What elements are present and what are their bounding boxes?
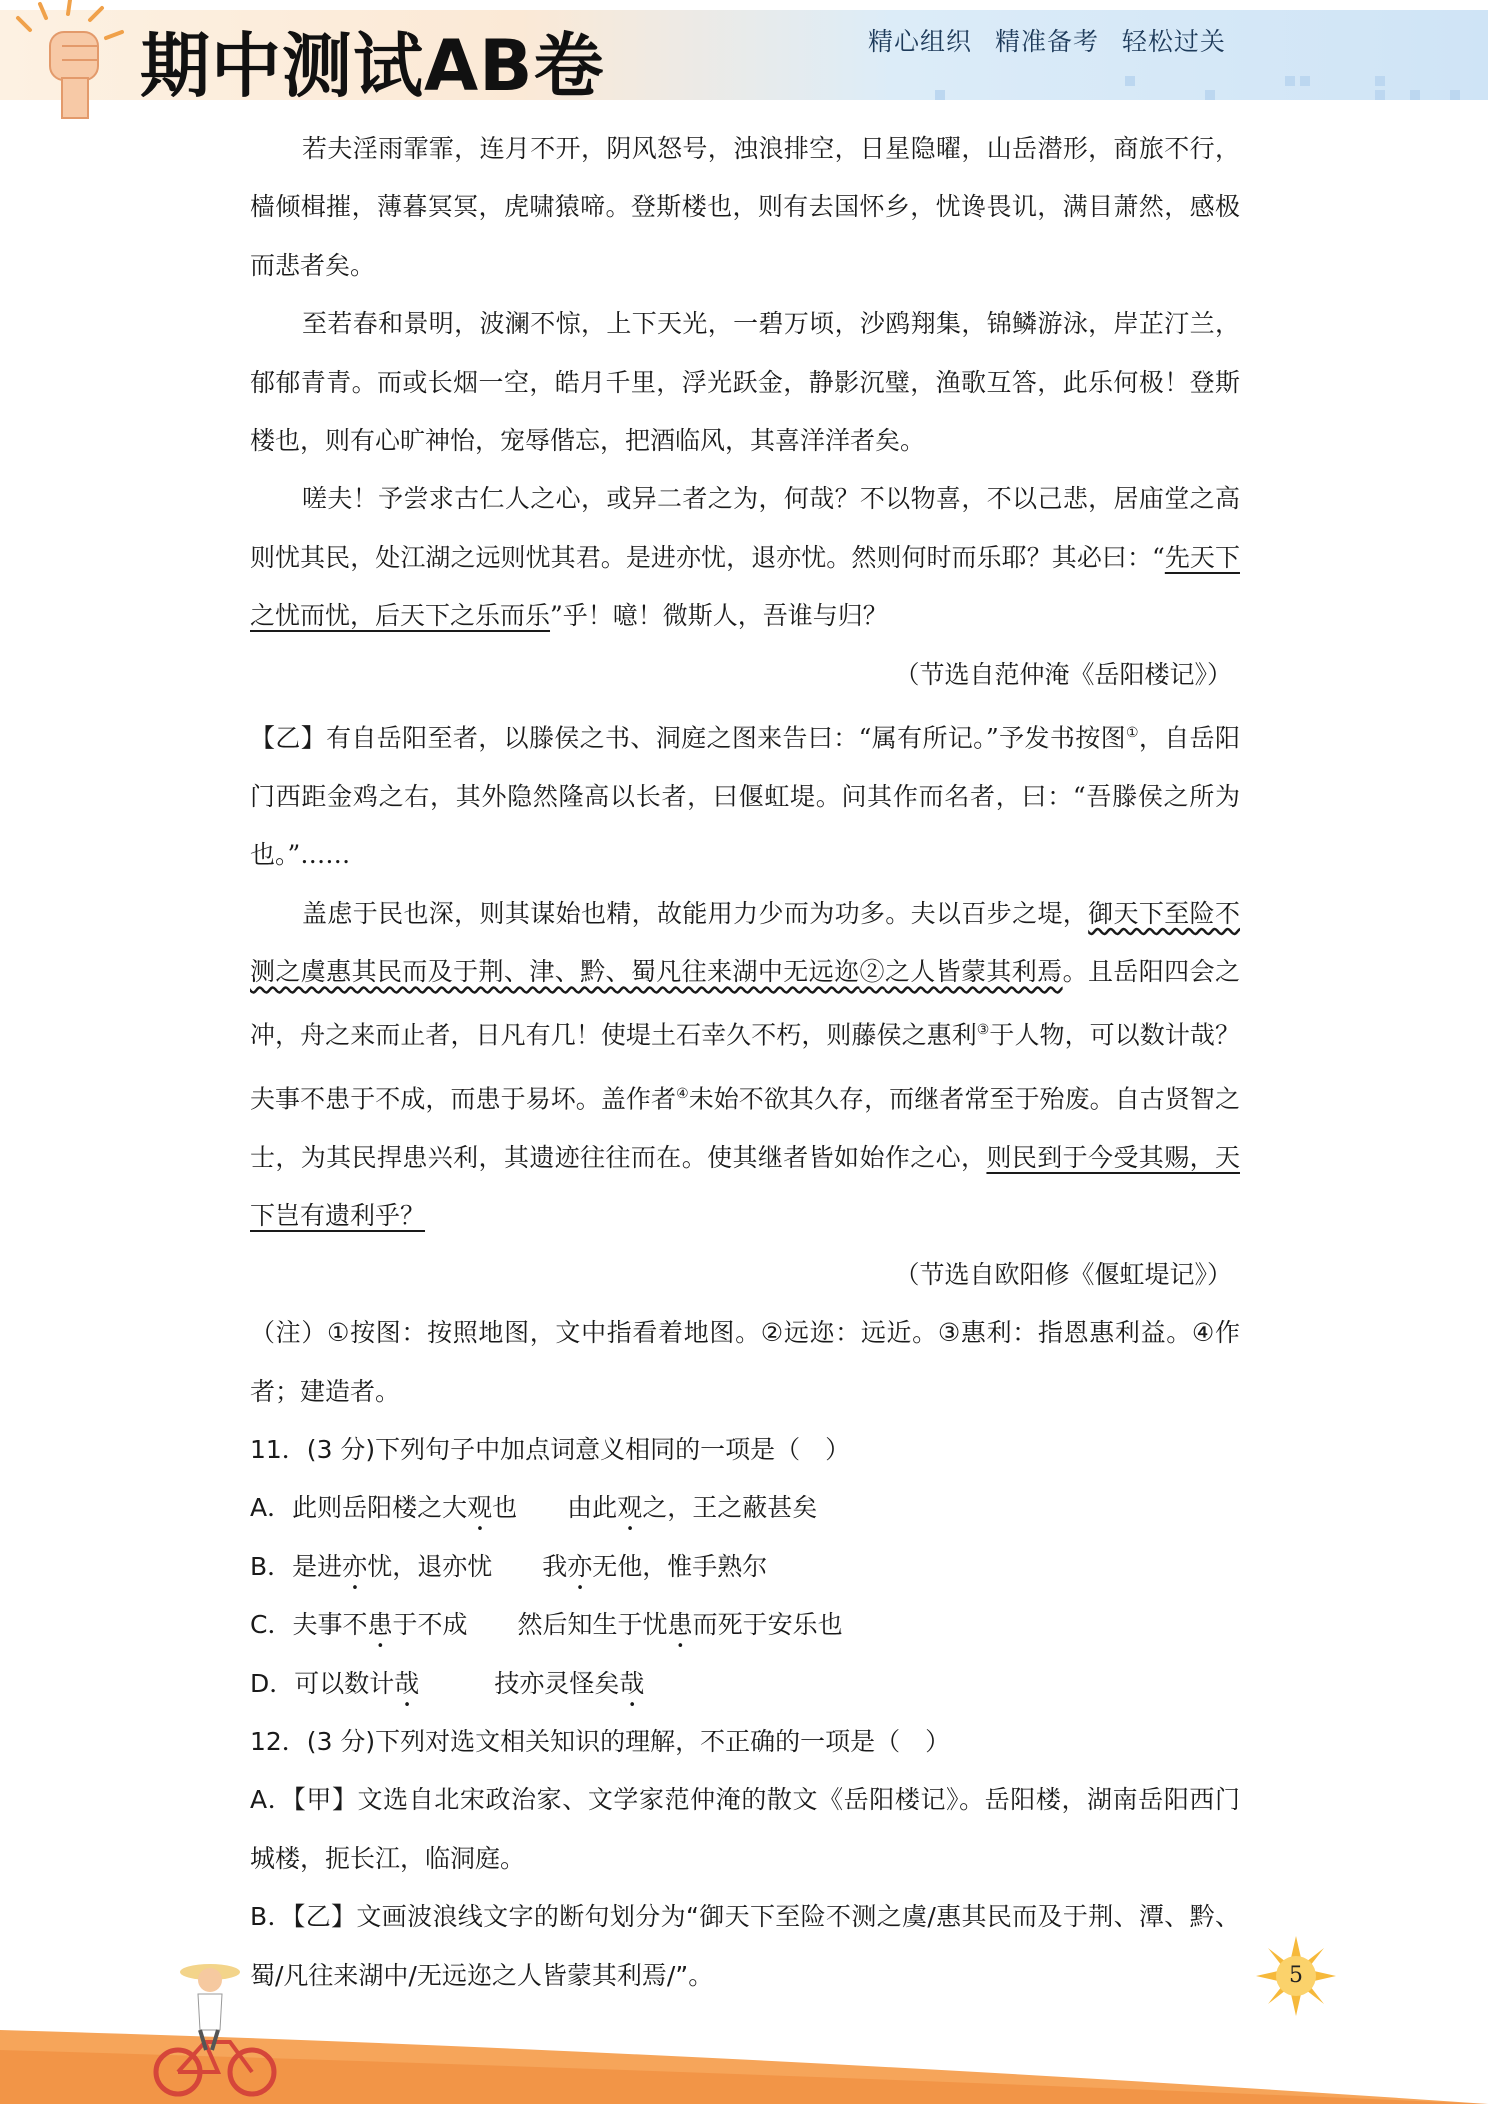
yi-paragraph-1: [250, 704, 1240, 885]
yi-p1-end: ，自岳阳门西距金鸡之右，其外隐然隆高以长者，曰偃虹堤。问其作而名者，曰：“吾滕侯之所为也。”……: [250, 723, 1240, 870]
jia-paragraph-1: 若夫淫雨霏霏，连月不开，阴风怒号，浊浪排空，日星隐曜，山岳潜形，商旅不行，樯倾楫摧，薄暮冥冥，虎啸猿啼。登斯楼也，则有去国怀乡，忧谗畏讥，满目萧然，感极而悲者矣。: [250, 134, 1240, 280]
jia-paragraph-3: [250, 470, 1240, 645]
q12-option-a: A．【甲】文选自北宋政治家、文学家范仲淹的散文《岳阳楼记》。岳阳楼，湖南岳阳西门城楼，扼长江，临洞庭。: [250, 1785, 1240, 1873]
jia-p3-text: 嗟夫！予尝求古仁人之心，或异二者之为，何哉？不以物喜，不以己悲，居庙堂之高则忧其民，处江湖之远则忧其君。是进亦忧，退亦忧。然则何时而乐耶？其必曰：“: [250, 484, 1240, 572]
footnote-marker: ④: [676, 1086, 689, 1103]
decorative-dots: [930, 76, 1470, 106]
q12-stem: 12．(3 分)下列对选文相关知识的理解，不正确的一项是（ ）: [250, 1726, 951, 1756]
q11-option-c: C．夫事不患于不成 然后知生于忧患而死于安乐也: [250, 1610, 843, 1640]
yi-underlined-sentence: 则民到于今受其赐，天下岂有遗利乎？: [250, 1142, 1240, 1231]
header-slogan: 精心组织 精准备考 轻松过关: [868, 27, 1226, 56]
page-number: 5: [1289, 1963, 1303, 1988]
footnote-marker: ①: [1125, 725, 1139, 742]
yi-wavy-sentence-part1: 御天下至险不测之虞惠其民而及于荆、津、黔、蜀凡往来湖中无远迩: [250, 898, 1240, 987]
q11-option-d: D．可以数计哉 技亦灵怪矣哉: [250, 1668, 645, 1698]
page-header: [0, 0, 1488, 120]
yi-p2-text-d: 未始不欲其久存，而继者常至于殆废。自古贤智之士，为其民捍患兴利，其遗迹往往而在。使其继者皆如始作之心，: [250, 1084, 1240, 1172]
jia-paragraph-2: 至若春和景明，波澜不惊，上下天光，一碧万顷，沙鸥翔集，锦鳞游泳，岸芷汀兰，郁郁青青。而或长烟一空，皓月千里，浮光跃金，静影沉璧，渔歌互答，此乐何极！登斯楼也，则有心旷神怡，宠辱偕忘，把酒临风，其喜洋洋者矣。: [250, 309, 1240, 456]
header-title: 期中测试AB卷: [140, 25, 605, 107]
q11-option-a: A．此则岳阳楼之大观也 由此观之，王之蔽甚矣: [250, 1493, 818, 1523]
yi-wavy-sentence-part2: 之人皆蒙其利焉: [884, 957, 1063, 987]
yi-paragraph-2: [250, 885, 1240, 1246]
notes: （注）①按图：按照地图，文中指看着地图。②远迩：远近。③惠利：指恩惠利益。④作者；建造者。: [250, 1318, 1240, 1406]
fist-icon: [10, 0, 140, 120]
yi-p2-text-b: 。且岳阳四会之冲，舟之来而止者，日凡有几！使堤土石幸久不朽，则藤侯之惠利: [250, 957, 1240, 1050]
footnote-marker: ②: [859, 957, 885, 987]
q11-stem: 11．(3 分)下列句子中加点词意义相同的一项是（ ）: [250, 1434, 851, 1464]
yi-p2-text: 盖虑于民也深，则其谋始也精，故能用力少而为功多。夫以百步之堤，: [302, 898, 1089, 928]
yi-source: （节选自欧阳修《偃虹堤记》）: [894, 1259, 1232, 1289]
yi-p1-text: 【乙】有自岳阳至者，以滕侯之书、洞庭之图来告曰：“属有所记。”予发书按图: [250, 723, 1126, 753]
yi-p2-text-c: 于人物，可以数计哉？夫事不患于不成，而患于易坏。盖作者: [250, 1020, 1240, 1114]
q12-option-b: B．【乙】文画波浪线文字的断句划分为“御天下至险不测之虞/惠其民而及于荆、潭、黔、蜀/凡往来湖中/无远迩之人皆蒙其利焉/”。: [250, 1902, 1240, 1990]
footnote-marker: ③: [976, 1022, 990, 1039]
page-content: [250, 120, 1240, 2005]
jia-p3-end: ”乎！噫！微斯人，吾谁与归？: [550, 601, 888, 631]
jia-underlined-sentence: 先天下之忧而忧，后天下之乐而乐: [250, 542, 1240, 631]
jia-source: （节选自范仲淹《岳阳楼记》）: [894, 659, 1232, 689]
cyclist-icon: [150, 1950, 280, 2100]
q11-option-b: B．是进亦忧，退亦忧 我亦无他，惟手熟尔: [250, 1551, 768, 1581]
